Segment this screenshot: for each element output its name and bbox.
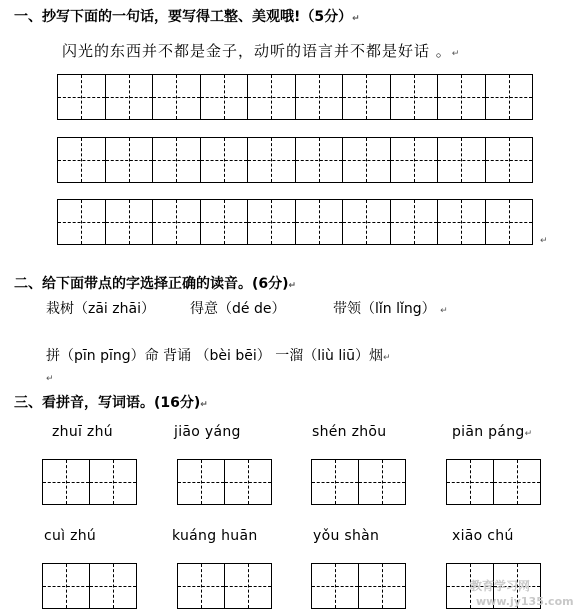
answer-box-1[interactable] <box>42 459 136 505</box>
grid-cell[interactable] <box>358 563 406 609</box>
grid-cell[interactable] <box>311 563 359 609</box>
writing-grid-row-2[interactable] <box>57 137 532 183</box>
pronunciation-item-1: 栽树（zāi zhāi） <box>46 301 155 317</box>
answer-box-2[interactable] <box>177 459 271 505</box>
paragraph-mark: ↵ <box>540 236 548 246</box>
writing-grid-row-3[interactable] <box>57 199 532 245</box>
grid-cell[interactable] <box>224 459 272 505</box>
grid-cell[interactable] <box>485 74 534 120</box>
answer-box-6[interactable] <box>177 563 271 609</box>
grid-cell[interactable] <box>105 74 154 120</box>
pinyin-1: zhuī zhú <box>52 424 113 440</box>
grid-cell[interactable] <box>152 137 201 183</box>
answer-box-3[interactable] <box>311 459 405 505</box>
grid-cell[interactable] <box>390 199 439 245</box>
grid-cell[interactable] <box>342 199 391 245</box>
pinyin-5: cuì zhú <box>44 528 97 544</box>
grid-cell[interactable] <box>390 137 439 183</box>
grid-cell[interactable] <box>437 199 486 245</box>
grid-cell[interactable] <box>105 199 154 245</box>
pinyin-7: yǒu shàn <box>313 528 380 544</box>
pronunciation-item-2: 得意（dé de） <box>190 301 286 317</box>
grid-cell[interactable] <box>105 137 154 183</box>
section-3-title: 三、看拼音，写词语。(16分)↵ <box>14 395 208 411</box>
grid-cell[interactable] <box>89 563 137 609</box>
pinyin-6: kuáng huān <box>172 528 258 544</box>
grid-cell[interactable] <box>342 74 391 120</box>
grid-cell[interactable] <box>57 74 106 120</box>
answer-box-4[interactable] <box>446 459 540 505</box>
grid-cell[interactable] <box>200 137 249 183</box>
grid-cell[interactable] <box>485 137 534 183</box>
writing-grid-row-1[interactable] <box>57 74 532 120</box>
grid-cell[interactable] <box>247 199 296 245</box>
grid-cell[interactable] <box>152 199 201 245</box>
grid-cell[interactable] <box>295 199 344 245</box>
pinyin-4: piān páng↵ <box>452 424 533 440</box>
grid-cell[interactable] <box>42 563 90 609</box>
watermark-title: 教育学习网 <box>470 579 531 593</box>
grid-cell[interactable] <box>390 74 439 120</box>
pinyin-8: xiāo chú <box>452 528 514 544</box>
grid-cell[interactable] <box>152 74 201 120</box>
grid-cell[interactable] <box>437 137 486 183</box>
grid-cell[interactable] <box>437 74 486 120</box>
grid-cell[interactable] <box>485 199 534 245</box>
section-1-title: 一、抄写下面的一句话，要写得工整、美观哦!（5分）↵ <box>14 9 360 25</box>
paragraph-mark: ↵ <box>46 374 54 384</box>
answer-box-7[interactable] <box>311 563 405 609</box>
pronunciation-item-3: 带领（lǐn lǐng） ↵ <box>333 301 448 317</box>
grid-cell[interactable] <box>42 459 90 505</box>
grid-cell[interactable] <box>200 199 249 245</box>
copy-sentence: 闪光的东西并不都是金子，动听的语言并不都是好话 。↵ <box>62 42 461 60</box>
grid-cell[interactable] <box>57 137 106 183</box>
pinyin-3: shén zhōu <box>312 424 387 440</box>
grid-cell[interactable] <box>295 74 344 120</box>
grid-cell[interactable] <box>200 74 249 120</box>
grid-cell[interactable] <box>311 459 359 505</box>
grid-cell[interactable] <box>89 459 137 505</box>
grid-cell[interactable] <box>177 563 225 609</box>
section-2-title: 二、给下面带点的字选择正确的读音。(6分)↵ <box>14 276 297 292</box>
grid-cell[interactable] <box>247 137 296 183</box>
grid-cell[interactable] <box>57 199 106 245</box>
grid-cell[interactable] <box>295 137 344 183</box>
pronunciation-line-2: 拼（pīn pīng）命 背诵 （bèi bēi） 一溜（liù liū）烟↵ <box>46 348 391 364</box>
grid-cell[interactable] <box>446 459 494 505</box>
answer-box-5[interactable] <box>42 563 136 609</box>
watermark-url: www.jy135.com <box>476 595 574 608</box>
pinyin-2: jiāo yáng <box>174 424 241 440</box>
grid-cell[interactable] <box>224 563 272 609</box>
grid-cell[interactable] <box>177 459 225 505</box>
grid-cell[interactable] <box>247 74 296 120</box>
grid-cell[interactable] <box>342 137 391 183</box>
grid-cell[interactable] <box>493 459 541 505</box>
grid-cell[interactable] <box>358 459 406 505</box>
